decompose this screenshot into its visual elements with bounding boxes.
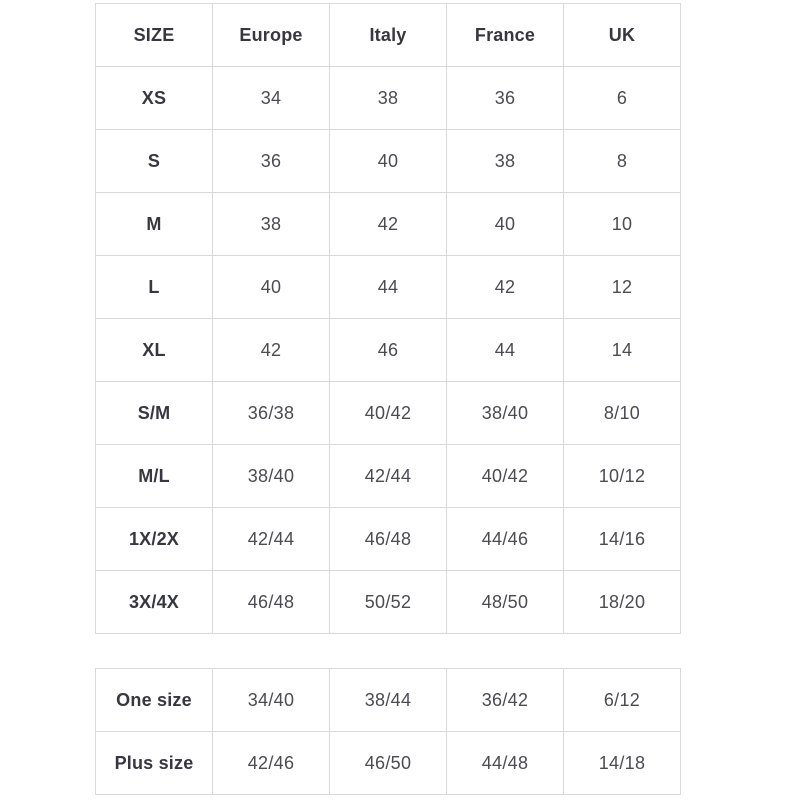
size-value: 8/10	[564, 382, 681, 445]
size-value: 10	[564, 193, 681, 256]
size-value: 38/40	[213, 445, 330, 508]
size-label: Plus size	[96, 732, 213, 795]
size-value: 44/48	[447, 732, 564, 795]
column-header-size: SIZE	[96, 4, 213, 67]
size-value: 40	[330, 130, 447, 193]
size-value: 12	[564, 256, 681, 319]
size-value: 36/38	[213, 382, 330, 445]
size-value: 40	[213, 256, 330, 319]
table-row	[96, 256, 681, 319]
size-value: 44	[447, 319, 564, 382]
size-value: 38/44	[330, 669, 447, 732]
column-header-uk: UK	[564, 4, 681, 67]
size-label: 3X/4X	[96, 571, 213, 634]
size-value: 46	[330, 319, 447, 382]
size-value: 6/12	[564, 669, 681, 732]
table-row	[96, 508, 681, 571]
size-label: M	[96, 193, 213, 256]
size-value: 44	[330, 256, 447, 319]
table-row	[96, 669, 681, 732]
size-value: 38/40	[447, 382, 564, 445]
table-row	[96, 130, 681, 193]
size-value: 46/48	[213, 571, 330, 634]
special-sizes-table	[95, 668, 681, 795]
size-value: 38	[330, 67, 447, 130]
table-row	[96, 732, 681, 795]
size-value: 48/50	[447, 571, 564, 634]
size-value: 14/18	[564, 732, 681, 795]
size-value: 6	[564, 67, 681, 130]
size-label: One size	[96, 669, 213, 732]
size-value: 18/20	[564, 571, 681, 634]
size-value: 10/12	[564, 445, 681, 508]
size-value: 36	[447, 67, 564, 130]
size-label: 1X/2X	[96, 508, 213, 571]
size-value: 40	[447, 193, 564, 256]
size-value: 46/48	[330, 508, 447, 571]
table-row	[96, 445, 681, 508]
size-value: 36/42	[447, 669, 564, 732]
size-label: M/L	[96, 445, 213, 508]
table-row	[96, 382, 681, 445]
column-header-europe: Europe	[213, 4, 330, 67]
size-value: 42/46	[213, 732, 330, 795]
column-header-france: France	[447, 4, 564, 67]
table-row	[96, 67, 681, 130]
size-value: 42/44	[213, 508, 330, 571]
size-value: 40/42	[447, 445, 564, 508]
table-header-row	[96, 4, 681, 67]
size-value: 42	[330, 193, 447, 256]
table-row	[96, 571, 681, 634]
size-value: 14	[564, 319, 681, 382]
size-value: 40/42	[330, 382, 447, 445]
size-value: 34	[213, 67, 330, 130]
size-value: 42	[213, 319, 330, 382]
column-header-italy: Italy	[330, 4, 447, 67]
table-row	[96, 319, 681, 382]
size-label: L	[96, 256, 213, 319]
size-label: XS	[96, 67, 213, 130]
size-value: 38	[213, 193, 330, 256]
size-value: 50/52	[330, 571, 447, 634]
table-row	[96, 193, 681, 256]
size-value: 14/16	[564, 508, 681, 571]
size-label: S	[96, 130, 213, 193]
size-value: 36	[213, 130, 330, 193]
size-value: 42/44	[330, 445, 447, 508]
size-value: 38	[447, 130, 564, 193]
size-value: 46/50	[330, 732, 447, 795]
size-label: XL	[96, 319, 213, 382]
size-label: S/M	[96, 382, 213, 445]
size-value: 42	[447, 256, 564, 319]
size-value: 44/46	[447, 508, 564, 571]
size-value: 34/40	[213, 669, 330, 732]
size-conversion-table	[95, 3, 681, 634]
size-value: 8	[564, 130, 681, 193]
